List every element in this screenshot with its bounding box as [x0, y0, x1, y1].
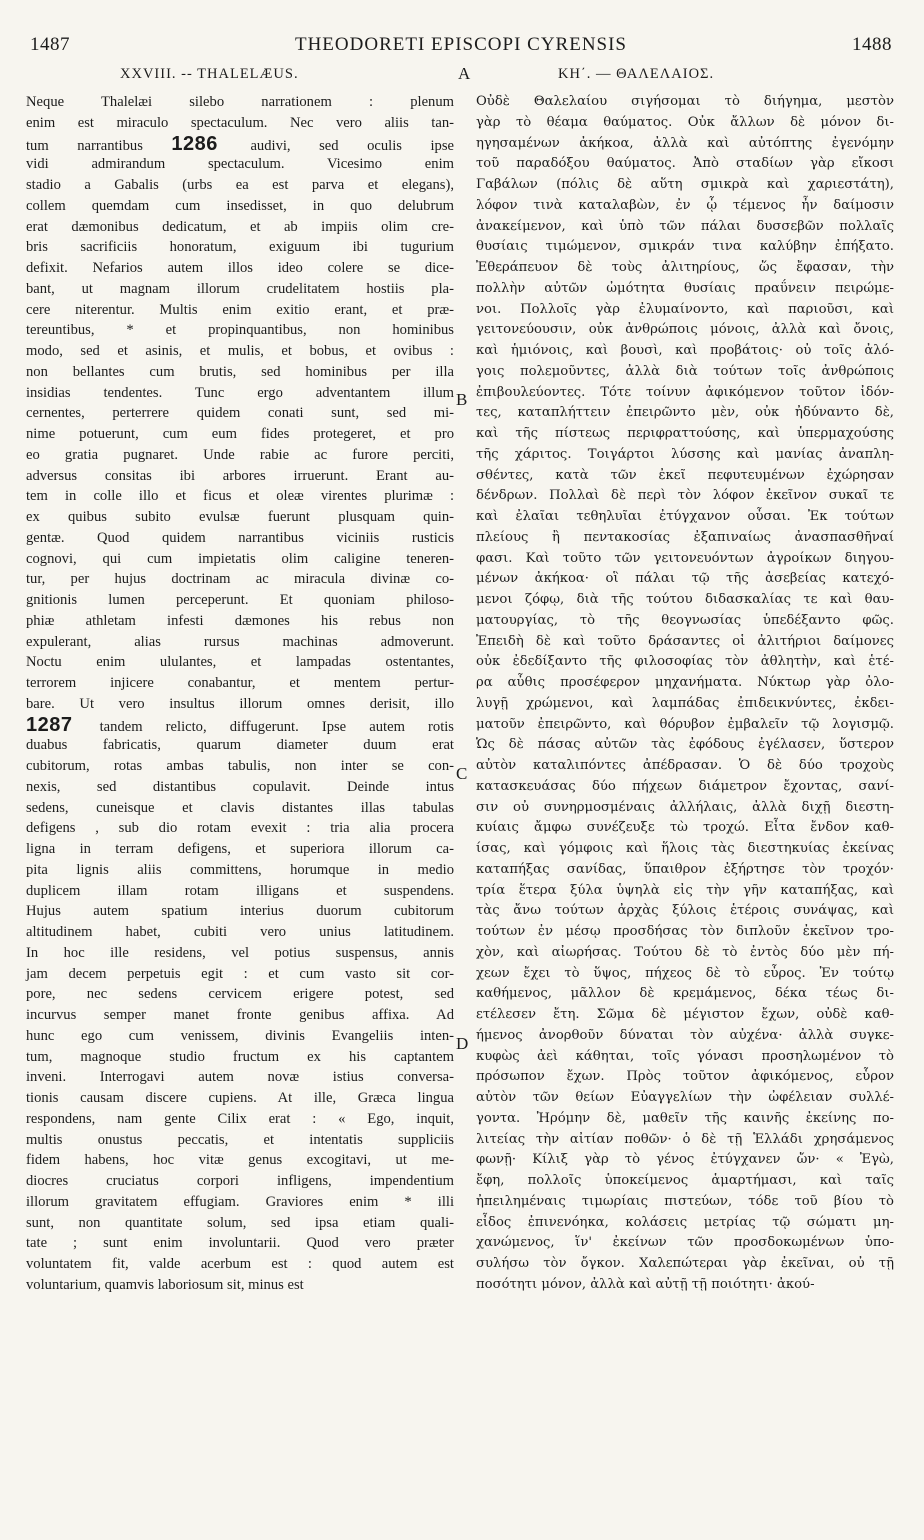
latin-line-part: tum narrantibus	[26, 137, 143, 154]
greek-line: οὐκ ἐδεδίξαντο τῆς φιλοσοφίας τὸν ἀθλητὴν, καὶ ἑτέ-	[476, 654, 894, 670]
greek-line: Ὡς δὲ πάσας αὐτῶν τὰς ἐφόδους ἐγέλασεν, ὕστερον	[476, 737, 894, 753]
latin-line: tum, magnoque studio fructum ex his captantem	[26, 1048, 454, 1065]
greek-line: καὶ ἐλαῖαι τεθηλυῖαι ἐτύγχανον οὖσαι. Ἐκ τούτων	[476, 509, 894, 524]
greek-line: αὐτὸν τῶν θείων Εὐαγγελίων τὴν ὠφέλειαν συλλέ-	[476, 1090, 894, 1105]
latin-line-with-page-number	[26, 134, 454, 155]
greek-line: θυσίαις τιμώμενον, σμικράν τινα καλύβην ἐπήξατο.	[476, 239, 894, 255]
greek-line: λόφον τινὰ καταλαβὼν, ἐν ᾧ τέμενος ἦν δαίμοσιν	[476, 197, 894, 213]
latin-line: cernentes, perterrere quidem conati sunt, sed mi-	[26, 405, 454, 422]
greek-line: τούτων ἐν μέσῳ προσδήσας τὸν διπλοῦν ἐκεῖνον τρο-	[476, 924, 894, 939]
greek-line: ίσας, καὶ γόμφοις καὶ ἥλοις τὰς διεστηκυίας ἐκείνας	[476, 841, 894, 856]
latin-line: sunt, non quantitate solum, sed ipsa etiam quali-	[26, 1214, 454, 1231]
latin-line: respondens, nam gente Cilix erat : « Ego, inquit,	[26, 1110, 454, 1127]
greek-line: τοῦ παραδόξου θαύματος. Ἀπὸ σταδίων γὰρ εἴκοσι	[476, 156, 894, 172]
greek-line: ήμενος ἀνορθοῦν δύναται τὸν αὐχένα· ἀλλὰ συγκε-	[476, 1027, 894, 1043]
latin-line: modo, sed et asinis, et mulis, et bobus, et ovibus :	[26, 343, 454, 359]
greek-line: δένδρων. Πολλαὶ δὲ περὶ τὸν λόφον ἐκεῖνον συκαῖ τε	[476, 488, 894, 504]
greek-line: γὰρ τὸ θέαμα θαύματος. Οὐκ ἄλλων δὲ μόνον δι-	[476, 114, 894, 130]
latin-line: tionis causam discere cupiens. At ille, Græca lingua	[26, 1090, 454, 1106]
latin-line-with-page-number	[26, 715, 454, 736]
greek-line: πρόσωπον ἔχων. Πρὸς τοῦτον ἀφικόμενος, εὗρον	[476, 1069, 894, 1085]
greek-line: τὰς ἄνω τούτων ἀρχὰς ξύλοις ἑτέροις συνάψας, καὶ	[476, 903, 894, 919]
greek-line: σθέντες, κατὰ τῶν ἐκεῖ πεφυτευμένων ἐχώρησαν	[476, 467, 894, 483]
running-header	[30, 34, 892, 58]
latin-line: tereuntibus, * et propinquantibus, non hominibus	[26, 322, 454, 339]
latin-line: adversus consitas ibi arbores irruerunt. Erant au-	[26, 467, 454, 484]
latin-column	[26, 92, 454, 1296]
greek-line: λιτείας τὴν αἰτίαν ποθῶν· ὁ δὲ τῇ Ἑλλάδι χρησάμενος	[476, 1131, 894, 1147]
greek-line: ἔφη, πολλοῖς ὑποκείμενος ἁμαρτήμασι, καὶ ταῖς	[476, 1173, 894, 1188]
latin-line-part: audivi, sed oculis ipse	[250, 137, 454, 154]
latin-line: duabus fabricatis, quarum diameter duum erat	[26, 737, 454, 754]
latin-line: stadio a Gabalis (urbs ea est parva et elegans),	[26, 177, 454, 193]
latin-line: vidi admirandum spectaculum. Vicesimo enim	[26, 156, 454, 173]
latin-line: tate ; sunt enim involuntarii. Quod vero præter	[26, 1235, 454, 1252]
greek-line: κυίαις ἄμφω συνέζευξε τὼ τροχώ. Εἶτα ἔνδον καθ-	[476, 820, 894, 836]
latin-line: cubitorum, rotas ambas tabulis, non inter se con-	[26, 758, 454, 774]
greek-line: συλήσω τὸν ὄγκον. Χαλεπώτεραι γὰρ ἐκεῖναι, οὐ τῇ	[476, 1256, 894, 1271]
greek-line: εἶδος ἐπινενόηκα, κολάσεις μετρίας τῷ σώματι μη-	[476, 1214, 894, 1230]
greek-section-title: ΚΗ΄. — ΘΑΛΕΛΑΙΟΣ.	[558, 66, 715, 82]
latin-line: Noctu enim ululantes, et lampadas ostentantes,	[26, 654, 454, 671]
greek-line: γοις πολεμοῦντες, ἀλλὰ διὰ τούτων τοῖς ἀνθρώποις	[476, 363, 894, 379]
latin-line: hunc ego cum venissem, divinis Evangeliis inten-	[26, 1027, 454, 1044]
greek-line: Γαβάλων (πόλις δὲ αὕτη σμικρὰ καὶ χαριεστάτη),	[476, 177, 894, 192]
greek-line: σιν οὐ συνηρμοσμέναις ἀλλήλαις, ἀλλὰ διχῇ διεστη-	[476, 799, 894, 815]
column-number-left: 1487	[30, 34, 70, 55]
greek-line: γοντα. Ἠρόμην δὲ, μαθεῖν τῆς καινῆς ἐκείνης πο-	[476, 1110, 894, 1126]
latin-line: voluntarium, quamvis laboriosum sit, minus est	[26, 1276, 304, 1293]
greek-line: πολλὴν αὐτῶν ὠμότητα θυσίαις πραΰνειν πειρώμε-	[476, 280, 894, 296]
greek-line: χεων ἔχει τὸ ὕψος, πήχεος δὲ τὸ εὖρος. Ἐν τούτῳ	[476, 965, 894, 981]
greek-line: ματουργίας, τὸ τῆς θεογνωσίας ὑπεδέξαντο φῶς.	[476, 612, 894, 628]
latin-line: tur, per hujus doctrinam ac miracula divinæ co-	[26, 571, 454, 588]
latin-line-part: tandem relicto, diffugerunt. Ipse autem rotis	[99, 718, 454, 735]
latin-line: voluntatem fit, valde acerbum est : quod autem est	[26, 1256, 454, 1272]
greek-line: ρα αὖθις προσέφερον μηχανήματα. Νύκτωρ γὰρ ὀλο-	[476, 675, 894, 690]
latin-line: terrorem injicere conabantur, et mentem pertur-	[26, 675, 454, 691]
latin-line: collem quemdam cum insedisset, in quo delubrum	[26, 197, 454, 214]
latin-line: defixit. Nefarios autem illos ideo colere se dice-	[26, 260, 454, 276]
latin-line: non bellantes cum brutis, sed hominibus per illa	[26, 363, 454, 380]
greek-line: ἐπιβουλεύοντες. Τότε τοίνυν ἀφικόμενον τοῦτον ἰδόν-	[476, 384, 894, 400]
latin-line: Neque Thalelæi silebo narrationem : plenum	[26, 94, 454, 110]
greek-line: καὶ τῆς πίστεως περιφραττούσης, καὶ ὑπερμαχούσης	[476, 426, 894, 441]
latin-line: fidem habens, hoc vitæ genus excogitavi, ut me-	[26, 1152, 454, 1169]
latin-line: tem in colle illo et ficus et oleæ virentes plurimæ :	[26, 488, 454, 505]
latin-line: pore, nec sedens cervicem erigere potest, sed	[26, 986, 454, 1003]
greek-line: Ἐπειδὴ δὲ καὶ τοῦτο δράσαντες οἱ ἀλιτήριοι δαίμονες	[476, 633, 894, 649]
latin-line: sedens, cuneisque et clavis distantes illas tabulas	[26, 799, 454, 816]
latin-line: bare. Ut vero insultus illorum omnes derisit, illo	[26, 695, 454, 712]
latin-line: nime potuerunt, cum eum fides protegeret, et pro	[26, 426, 454, 442]
greek-line: ποσότητι μόνον, ἀλλὰ καὶ αὐτῇ τῇ ποιότητι· ἀκού-	[476, 1276, 815, 1292]
latin-line: cognovi, qui cum impietatis olim caligine teneren-	[26, 550, 454, 567]
margin-marker-c: C	[456, 764, 468, 783]
latin-line: gentæ. Quod quidem narrantibus viciniis rusticis	[26, 529, 454, 546]
running-title: THEODORETI EPISCOPI CYRENSIS	[294, 34, 628, 55]
latin-line: jam decem perpetuis egit : et cum vasto sit cor-	[26, 965, 454, 982]
greek-line: ἀνακείμενον, καὶ ὑπὸ τῶν πάλαι δυσσεβῶν πολλαῖς	[476, 218, 894, 234]
greek-line: καθήμενος, μᾶλλον δὲ κρεμάμενος, δέκα τέως δι-	[476, 986, 894, 1002]
greek-line: κατασκευάσας δύο πήχεων διάμετρον ἔχοντας, σανί-	[476, 778, 894, 794]
latin-line: nexis, sed distantibus copulavit. Deinde intus	[26, 778, 454, 795]
greek-line: καὶ ἡμιόνοις, καὶ βουσὶ, καὶ προβάτοις· οὐ τοῖς ἀλό-	[476, 343, 894, 358]
latin-line: eo gratia pugnaret. Unde rabie ac furore perciti,	[26, 446, 454, 463]
greek-line: τες, καταπλήττειν ἐπειρῶντο μὲν, οὐκ ἠδύναντο δὲ,	[476, 405, 894, 421]
margin-marker-b: B	[456, 390, 468, 409]
greek-line: φασι. Καὶ τοῦτο τῶν γειτονευόντων ἀγροίκων διηγου-	[476, 550, 894, 566]
latin-line: insidias tendentes. Tunc ergo adventantem illum	[26, 384, 454, 401]
latin-line: altitudinem habet, cubiti vero unius latitudinem.	[26, 924, 454, 940]
latin-line: pita lignis aliis committens, horumque in medio	[26, 861, 454, 878]
page-number-1287: 1287	[26, 713, 73, 736]
latin-line: inveni. Interrogavi autem novæ istius conversa-	[26, 1069, 454, 1086]
greek-line: Οὐδὲ Θαλελαίου σιγήσομαι τὸ διήγημα, μεστὸν	[476, 94, 894, 109]
latin-line: erat dæmonibus dedicatum, et ab impiis olim cre-	[26, 218, 454, 235]
latin-section-title: XXVIII. -- THALELÆUS.	[120, 66, 299, 82]
greek-column	[476, 92, 894, 1296]
latin-line: enim est miraculo spectaculum. Nec vero aliis tan-	[26, 114, 454, 131]
greek-line: τῆς χάριτος. Τοιγάρτοι λύσσης καὶ μανίας ἀναπλη-	[476, 446, 894, 462]
greek-line: νοι. Πολλοῖς γὰρ ἐλυμαίνοντο, καὶ παριοῦσι, καὶ	[476, 301, 894, 317]
latin-line: Hujus autem spatium interius duorum cubitorum	[26, 903, 454, 920]
latin-line: In hoc ille residens, vel potius suspensus, annis	[26, 944, 454, 961]
latin-line: expulerant, alias rursus machinas admoverunt.	[26, 633, 454, 650]
latin-line: gnitionis lumen perceperunt. Et quoniam philoso-	[26, 592, 454, 608]
greek-line: ηγησαμένων ἀκήκοα, ἀλλὰ καὶ αὐτόπτης ἐγενόμην	[476, 135, 894, 151]
latin-line: bant, ut magnam illorum crudelitatem hostiis pla-	[26, 280, 454, 297]
greek-line: χανώμενος, ἵν' ἐκείνων τῶν προσδοκωμένων ὑπο-	[476, 1235, 894, 1251]
latin-line: diocres cruciatus corpori infligens, impendentium	[26, 1173, 454, 1189]
latin-line: ex quibus subito evulsæ fuerunt plusquam quin-	[26, 509, 454, 525]
margin-marker-a: A	[458, 64, 471, 83]
latin-line: duplicem illam rotam illigans et suspendens.	[26, 882, 454, 899]
greek-line: γειτονεύουσιν, οὐκ ἀνθρώποις μόνοις, ἀλλὰ καὶ ὄνοις,	[476, 322, 894, 338]
latin-line: multis onustus peccatis, et intentatis suppliciis	[26, 1131, 454, 1148]
greek-line: μένων ἀκήκοα· οἳ πάλαι τῷ τῆς ἀσεβείας κατεχό-	[476, 571, 894, 587]
latin-line: ligna in terram defigens, et superiora illorum ca-	[26, 841, 454, 857]
page-number-1286: 1286	[171, 132, 218, 155]
latin-line: illorum gravitatem effugiam. Graviores enim * illi	[26, 1193, 454, 1210]
latin-line: cere niterentur. Multis enim exitio erant, et præ-	[26, 301, 454, 318]
latin-line: bris sacrificiis honoratum, exiguum ibi tugurium	[26, 239, 454, 256]
greek-line: κυφὼς ἀεὶ κάθηται, τοῖς γόνασι προσηλωμένον τὸ	[476, 1048, 894, 1064]
column-number-right: 1488	[852, 34, 892, 55]
greek-line: πλείους ἢ πεντακοσίας ἐξαπιναίως ἀνασπασθῆναί	[476, 529, 894, 545]
greek-line: φωνῇ· Κίλιξ γὰρ τὸ γένος ἐτύγχανεν ὤν· « Ἐγὼ,	[476, 1152, 894, 1168]
greek-line: ματοῦν ἐπειρῶντο, καὶ θόρυβον ἐμβαλεῖν τῷ λογισμῷ.	[476, 716, 894, 732]
latin-line: incurvus semper manet fronte genibus affixa. Ad	[26, 1007, 454, 1023]
greek-line: λυγῇ χρώμενοι, καὶ λαμπάδας ἐπιδεικνύντες, ἐκδει-	[476, 695, 894, 711]
greek-line: καταπήξας σανίδας, ὕπαιθρον ἐξήρτησε τὸν τροχόν·	[476, 861, 894, 877]
greek-line: χὸν, καὶ αἰωρήσας. Τούτου δὲ τὸ ἐντὸς δύο μὲν πή-	[476, 944, 894, 960]
latin-line: phiæ athletam infesti dæmones his rebus non	[26, 612, 454, 629]
margin-marker-d: D	[456, 1034, 469, 1053]
greek-line: Ἐθεράπευον δὲ τοὺς ἀλιτηρίους, ὥς ἔφασαν, τὴν	[476, 260, 894, 275]
greek-line: ετέλεσεν ἔτη. Σῶμα δὲ μέγιστον ἔχων, οὐδὲ καθ-	[476, 1007, 894, 1022]
latin-line: defigens , sub dio rotam evexit : tria alia procera	[26, 820, 454, 837]
greek-line: ἠπειλημέναις τιμωρίαις πιστεύων, τόδε τοῦ βίου τὸ	[476, 1193, 894, 1209]
greek-line: μενοι ζόφῳ, διὰ τῆς τούτου διδασκαλίας τε καὶ θαυ-	[476, 592, 894, 607]
greek-line: τρία ἕτερα ξύλα ὑψηλὰ εἰς τὴν γῆν καταπήξας, καὶ	[476, 882, 894, 898]
greek-line: αὐτὸν καταλιπόντες ἀπέδρασαν. Ὁ δὲ δύο τροχοὺς	[476, 758, 894, 773]
